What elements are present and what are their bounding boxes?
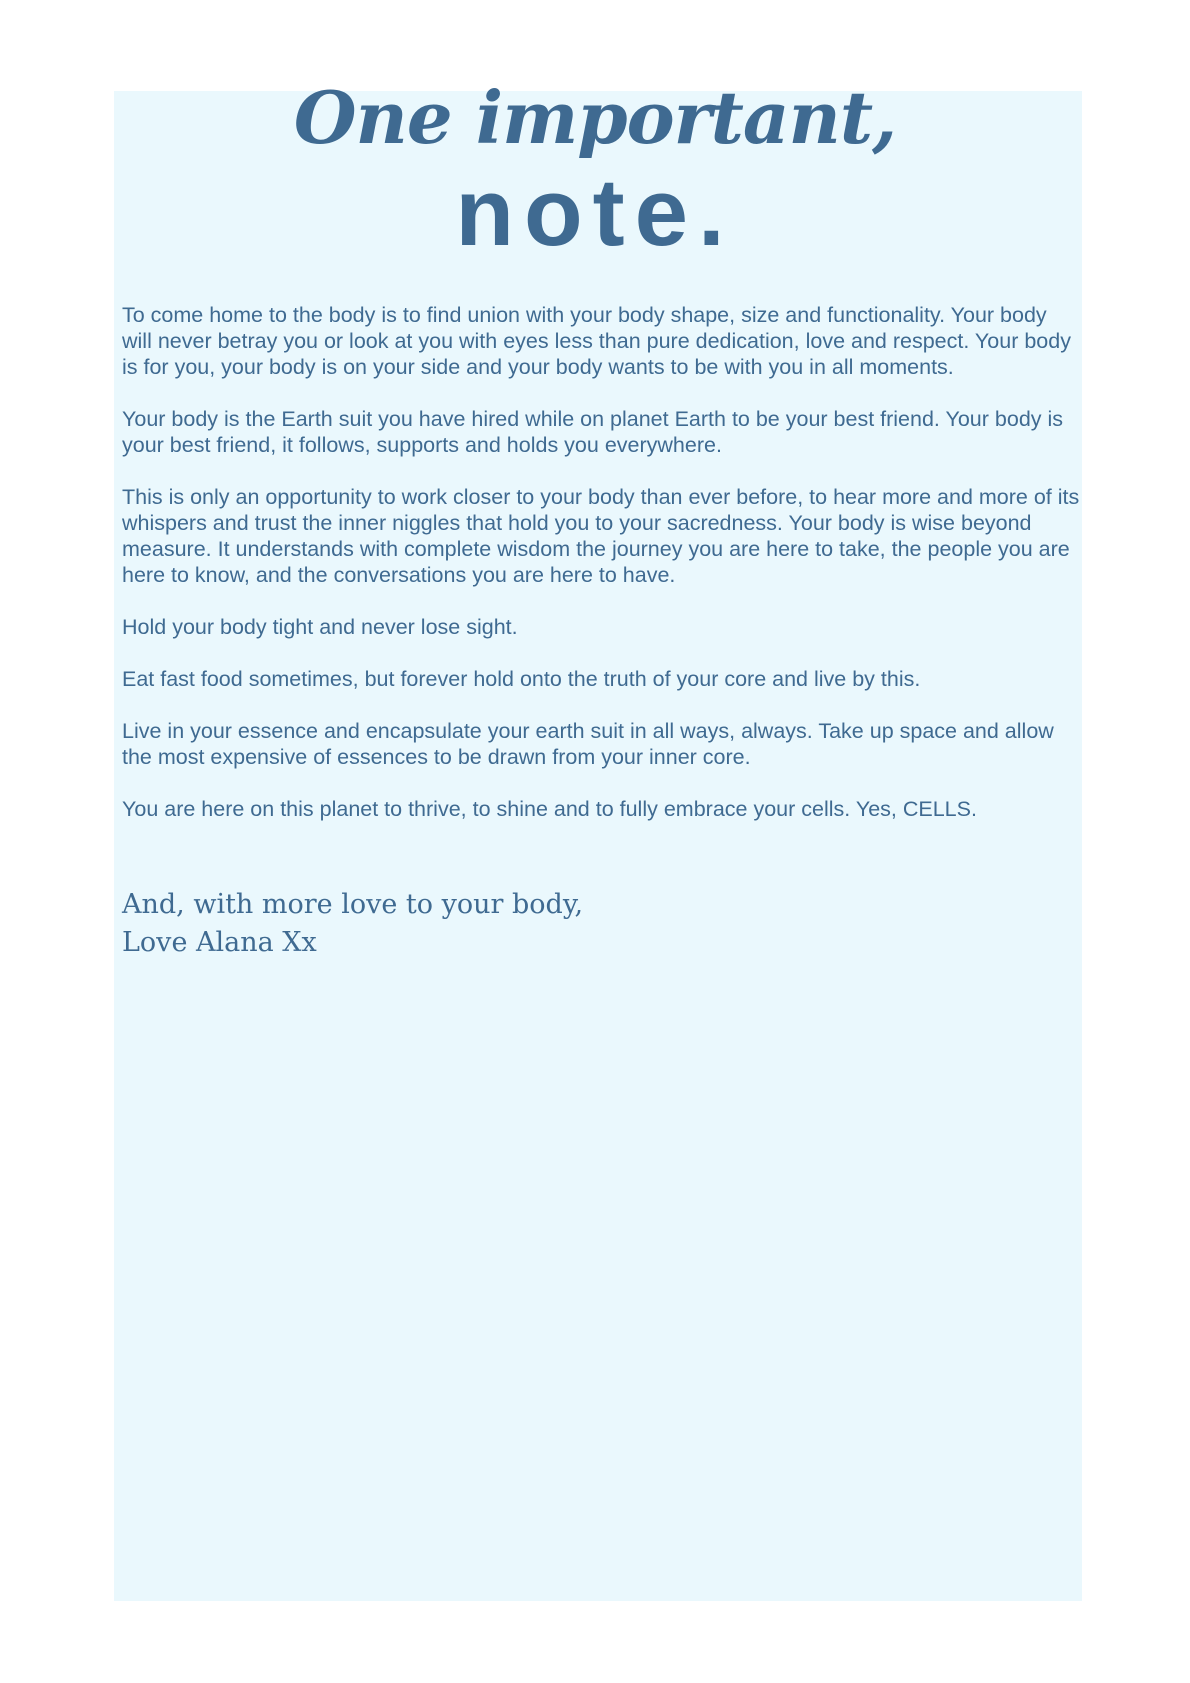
paragraph: To come home to the body is to find union with your body shape, size and functionality. Your body will never betray you or look at you with eyes less than pure dedication, love and respect. Your body is for you, your body is on your side and your body wants to be with you in all moments. — [122, 303, 1071, 379]
signoff-line: And, with more love to your body, — [122, 889, 584, 920]
paragraph: You are here on this planet to thrive, to shine and to fully embrace your cells. Yes, CELLS. — [122, 797, 977, 821]
paragraph: Your body is the Earth suit you have hired while on planet Earth to be your best friend. Your body is your best friend, it follows, supports and holds you everywhere. — [122, 407, 1064, 457]
paragraph: Eat fast food sometimes, but forever hold onto the truth of your core and live by this. — [122, 667, 921, 691]
heading-script: One important, — [293, 75, 897, 160]
paragraph: Live in your essence and encapsulate your earth suit in all ways, always. Take up space and allow the most expensive of essences to be drawn from your inner core. — [122, 719, 1054, 769]
signoff — [122, 886, 583, 962]
heading-main: note. — [455, 159, 735, 266]
letter-body — [122, 302, 1082, 848]
signature: Love Alana Xx — [122, 927, 317, 958]
paragraph: This is only an opportunity to work closer to your body than ever before, to hear more and more of its whispers and trust the inner niggles that hold you to your sacredness. Your body is wise beyond measure. It understands with complete wisdom the journey you are here to take, the people you are here to know, and the conversations you are here to have. — [122, 485, 1080, 587]
paragraph: Hold your body tight and never lose sight. — [122, 615, 518, 639]
